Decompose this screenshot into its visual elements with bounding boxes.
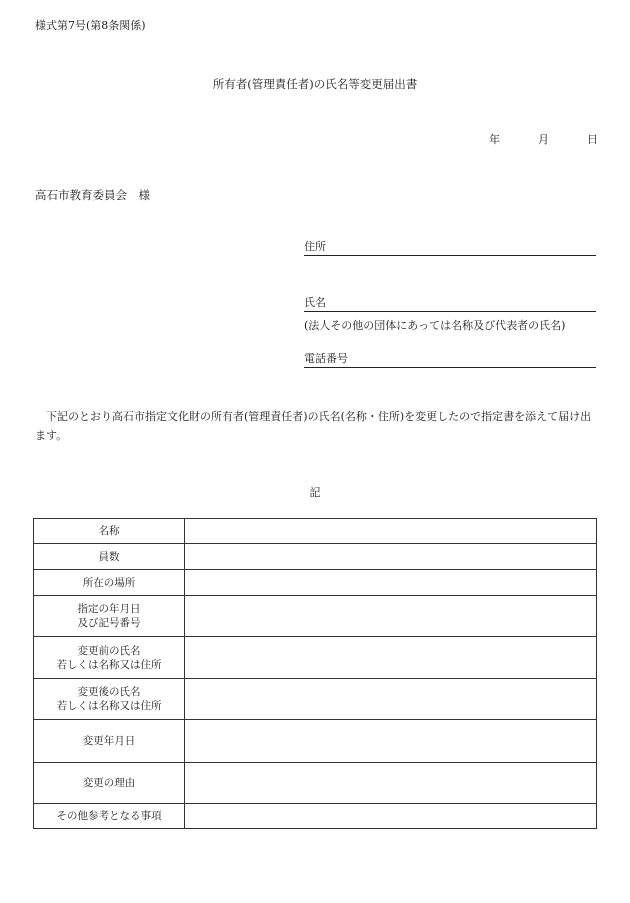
table-row	[34, 637, 597, 679]
row-label-line1: 変更後の氏名	[77, 686, 141, 698]
row-label-line2: 若しくは名称又は住所	[56, 658, 162, 671]
row-label	[34, 679, 185, 720]
table-row	[34, 804, 597, 829]
name-field[interactable]	[304, 296, 596, 312]
row-value-cell[interactable]	[185, 763, 597, 804]
row-label-line1: 変更前の氏名	[77, 644, 141, 657]
phone-label: 電話番号	[304, 352, 348, 365]
row-value-cell[interactable]	[185, 519, 597, 544]
row-label	[34, 570, 185, 596]
table-row	[34, 720, 597, 763]
row-value-cell[interactable]	[185, 544, 597, 570]
table-row	[34, 763, 597, 804]
date-line	[489, 131, 599, 145]
row-label-line1: 変更年月日	[82, 735, 136, 747]
row-label	[34, 519, 185, 544]
row-label	[34, 544, 185, 570]
row-label	[34, 637, 185, 679]
row-label-line1: 員数	[98, 550, 120, 563]
row-value-cell[interactable]	[185, 679, 597, 720]
date-year-label: 年	[489, 133, 500, 146]
row-label-line1: 指定の年月日	[77, 603, 141, 615]
document-title: 所有者(管理責任者)の氏名等変更届出書	[212, 77, 418, 91]
row-label-line1: 所在の場所	[82, 576, 136, 589]
date-day-label: 日	[587, 133, 598, 146]
ki-heading: 記	[309, 486, 321, 499]
table-row	[34, 544, 597, 570]
name-label: 氏名	[304, 296, 326, 309]
row-value-cell[interactable]	[185, 804, 597, 829]
row-value-cell[interactable]	[185, 570, 597, 596]
address-label: 住所	[304, 240, 326, 253]
table-row	[34, 596, 597, 637]
phone-field[interactable]	[304, 352, 596, 368]
row-label-line2: 若しくは名称又は住所	[56, 700, 162, 712]
row-label-line1: その他参考となる事項	[56, 810, 162, 822]
row-value-cell[interactable]	[185, 720, 597, 763]
table-row	[34, 570, 597, 596]
row-label	[34, 763, 185, 804]
row-value-cell[interactable]	[185, 596, 597, 637]
row-label-line1: 名称	[98, 525, 120, 537]
row-label	[34, 720, 185, 763]
date-month-label: 月	[538, 133, 549, 146]
address-field[interactable]	[304, 240, 596, 256]
table-row	[34, 519, 597, 544]
form-number: 様式第7号(第8条関係)	[35, 19, 146, 32]
details-table	[33, 518, 597, 829]
row-value-cell[interactable]	[185, 637, 597, 679]
row-label-line2: 及び記号番号	[77, 617, 141, 629]
row-label-line1: 変更の理由	[82, 777, 136, 789]
row-label	[34, 596, 185, 637]
body-text: 下記のとおり高石市指定文化財の所有者(管理責任者)の氏名(名称・住所)を変更したので指定書を添えて届け出ます。	[35, 410, 592, 442]
table-row	[34, 679, 597, 720]
row-label	[34, 804, 185, 829]
addressee: 高石市教育委員会 様	[35, 188, 150, 202]
name-note: (法人その他の団体にあっては名称及び代表者の氏名)	[304, 319, 566, 332]
